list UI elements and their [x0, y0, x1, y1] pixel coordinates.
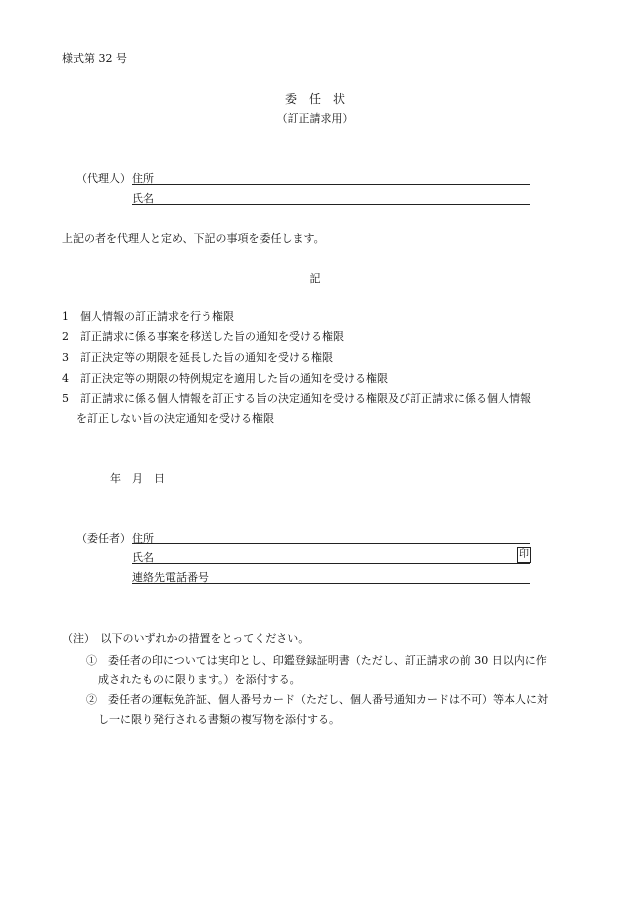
agent-name-line[interactable] [132, 204, 530, 205]
list-item: 2 訂正請求に係る事案を移送した旨の通知を受ける権限 [62, 330, 344, 343]
note-item: ① 委任者の印については実印とし、印鑑登録証明書（ただし、訂正請求の前 30 日以内に作 [86, 654, 547, 667]
page-subtitle: （訂正請求用） [276, 112, 354, 125]
principal-address-line[interactable] [132, 543, 530, 544]
list-item-continuation: を訂正しない旨の決定通知を受ける権限 [76, 412, 274, 425]
date-label: 年 月 日 [110, 472, 165, 485]
principal-name-line[interactable] [132, 563, 530, 564]
principal-phone-line[interactable] [132, 583, 530, 584]
agent-label: （代理人） [76, 172, 131, 185]
delegation-statement: 上記の者を代理人と定め、下記の事項を委任します。 [62, 232, 325, 245]
seal-mark: 印 [517, 547, 531, 563]
list-item: 1 個人情報の訂正請求を行う権限 [62, 310, 234, 323]
principal-name-label: 氏名 [132, 551, 154, 564]
note-heading: （注） 以下のいずれかの措置をとってください。 [62, 632, 310, 645]
list-item: 4 訂正決定等の期限の特例規定を適用した旨の通知を受ける権限 [62, 372, 388, 385]
list-item: 5 訂正請求に係る個人情報を訂正する旨の決定通知を受ける権限及び訂正請求に係る個人情報 [62, 392, 531, 405]
ki-heading: 記 [309, 272, 321, 285]
form-number: 様式第 32 号 [62, 52, 127, 65]
agent-address-line[interactable] [132, 184, 530, 185]
principal-label: （委任者） [76, 532, 131, 545]
note-item-continuation: 成されたものに限ります。）を添付する。 [98, 673, 301, 686]
list-item: 3 訂正決定等の期限を延長した旨の通知を受ける権限 [62, 351, 333, 364]
principal-phone-label: 連絡先電話番号 [132, 571, 209, 584]
agent-name-label: 氏名 [132, 192, 154, 205]
agent-address-label: 住所 [132, 172, 154, 185]
note-item-continuation: し一に限り発行される書類の複写物を添付する。 [98, 713, 340, 726]
note-item: ② 委任者の運転免許証、個人番号カード（ただし、個人番号通知カードは不可）等本人に対 [86, 693, 548, 706]
page-title: 委 任 状 [284, 92, 345, 106]
principal-address-label: 住所 [132, 532, 154, 545]
